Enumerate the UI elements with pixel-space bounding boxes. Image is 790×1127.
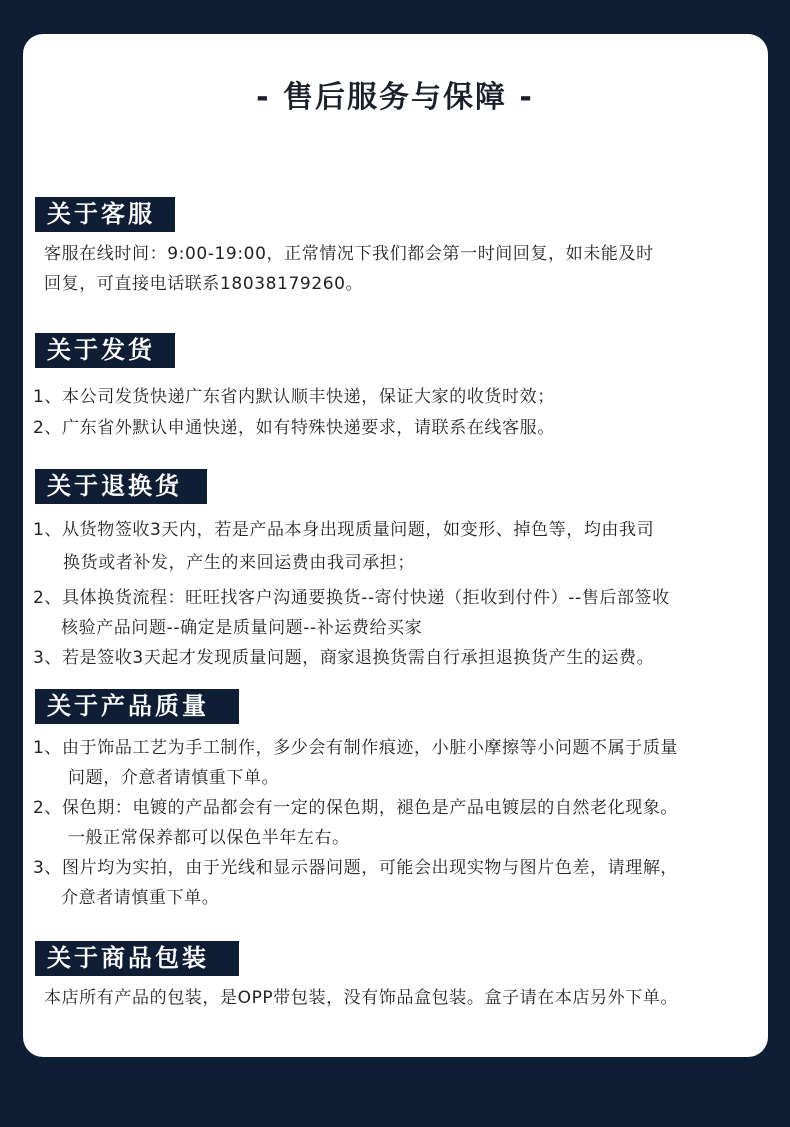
- returns-item-3: 3、若是签收3天起才发现质量问题，商家退换货需自行承担退换货产生的运费。: [33, 648, 655, 668]
- returns-item-1-cont: 换货或者补发，产生的来回运费由我司承担；: [63, 553, 415, 573]
- quality-item-1: 1、由于饰品工艺为手工制作，多少会有制作痕迹，小脏小摩擦等小问题不属于质量: [33, 738, 679, 758]
- returns-item-2-cont: 核验产品问题--确定是质量问题--补运费给买家: [61, 618, 423, 638]
- service-line-1: 客服在线时间：9:00-19:00，正常情况下我们都会第一时间回复，如未能及时: [44, 244, 654, 264]
- returns-item-1: 1、从货物签收3天内，若是产品本身出现质量问题，如变形、掉色等，均由我司: [33, 520, 655, 540]
- quality-item-1-cont: 问题，介意者请慎重下单。: [68, 768, 280, 788]
- section-header-service: 关于客服: [35, 197, 175, 232]
- section-header-shipping: 关于发货: [35, 333, 175, 368]
- section-header-returns: 关于退换货: [35, 469, 207, 504]
- section-header-quality: 关于产品质量: [35, 689, 239, 724]
- returns-item-2: 2、具体换货流程：旺旺找客户沟通要换货--寄付快递（拒收到付件）--售后部签收: [33, 588, 670, 608]
- page-title: - 售后服务与保障 -: [256, 80, 534, 115]
- shipping-item-2: 2、广东省外默认申通快递，如有特殊快递要求，请联系在线客服。: [33, 418, 555, 438]
- section-header-packaging: 关于商品包装: [35, 941, 239, 976]
- packaging-line-1: 本店所有产品的包装，是OPP带包装，没有饰品盒包装。盒子请在本店另外下单。: [44, 988, 679, 1008]
- service-line-2: 回复，可直接电话联系18038179260。: [44, 274, 364, 294]
- quality-item-3-cont: 介意者请慎重下单。: [61, 888, 220, 908]
- quality-item-3: 3、图片均为实拍，由于光线和显示器问题，可能会出现实物与图片色差，请理解，: [33, 858, 679, 878]
- shipping-item-1: 1、本公司发货快递广东省内默认顺丰快递，保证大家的收货时效；: [33, 387, 555, 407]
- quality-item-2-cont: 一般正常保养都可以保色半年左右。: [68, 828, 350, 848]
- quality-item-2: 2、保色期：电镀的产品都会有一定的保色期，褪色是产品电镀层的自然老化现象。: [33, 798, 679, 818]
